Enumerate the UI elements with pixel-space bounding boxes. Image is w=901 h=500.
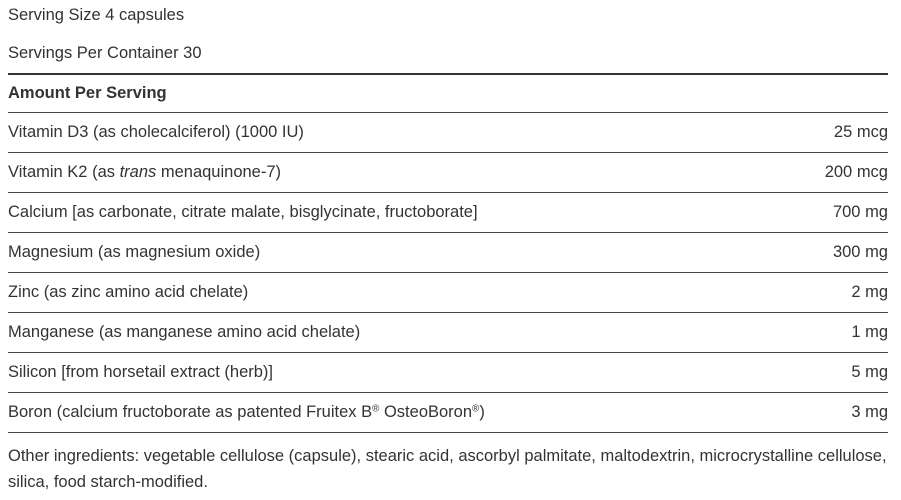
other-ingredients: Other ingredients: vegetable cellulose (capsule), stearic acid, ascorbyl palmitate, maltodextrin, microcrystalline cellulose, silica, food starch-modified. (8, 447, 887, 491)
registered-mark: ® (472, 403, 480, 415)
table-row (8, 153, 888, 193)
nutrient-name-part: Boron (calcium fructoborate as patented Fruitex B (8, 403, 373, 421)
table-header-row (8, 75, 888, 113)
table-row (8, 393, 888, 433)
table-row (8, 193, 888, 233)
servings-per-container: Servings Per Container 30 (8, 44, 202, 62)
nutrient-name: Zinc (as zinc amino acid chelate) (8, 273, 785, 313)
nutrient-name: Calcium [as carbonate, citrate malate, bisglycinate, fructoborate] (8, 193, 785, 233)
nutrient-name-part: menaquinone-7) (156, 163, 282, 181)
table-row (8, 233, 888, 273)
nutrient-amount: 5 mg (785, 353, 888, 393)
nutrient-amount: 700 mg (785, 193, 888, 233)
nutrient-name-part: ) (479, 403, 485, 421)
nutrient-name (8, 393, 785, 433)
nutrient-amount: 200 mcg (785, 153, 888, 193)
nutrient-amount: 1 mg (785, 313, 888, 353)
nutrient-name: Magnesium (as magnesium oxide) (8, 233, 785, 273)
table-row (8, 113, 888, 153)
nutrient-name-part: Vitamin K2 (as (8, 163, 120, 181)
serving-size: Serving Size 4 capsules (8, 6, 185, 24)
nutrient-amount: 3 mg (785, 393, 888, 433)
nutrient-amount: 25 mcg (785, 113, 888, 153)
nutrient-amount: 300 mg (785, 233, 888, 273)
nutrient-name-italic: trans (119, 163, 157, 181)
table-row (8, 353, 888, 393)
registered-mark: ® (372, 403, 380, 415)
nutrient-amount: 2 mg (785, 273, 888, 313)
nutrient-name: Manganese (as manganese amino acid chelate) (8, 313, 785, 353)
table-row (8, 273, 888, 313)
amount-per-serving-header: Amount Per Serving (8, 75, 888, 113)
nutrient-table (8, 75, 888, 433)
nutrient-name: Silicon [from horsetail extract (herb)] (8, 353, 785, 393)
nutrient-name: Vitamin D3 (as cholecalciferol) (1000 IU) (8, 113, 785, 153)
nutrient-name (8, 153, 785, 193)
table-row (8, 313, 888, 353)
nutrient-name-part: OsteoBoron (379, 403, 473, 421)
